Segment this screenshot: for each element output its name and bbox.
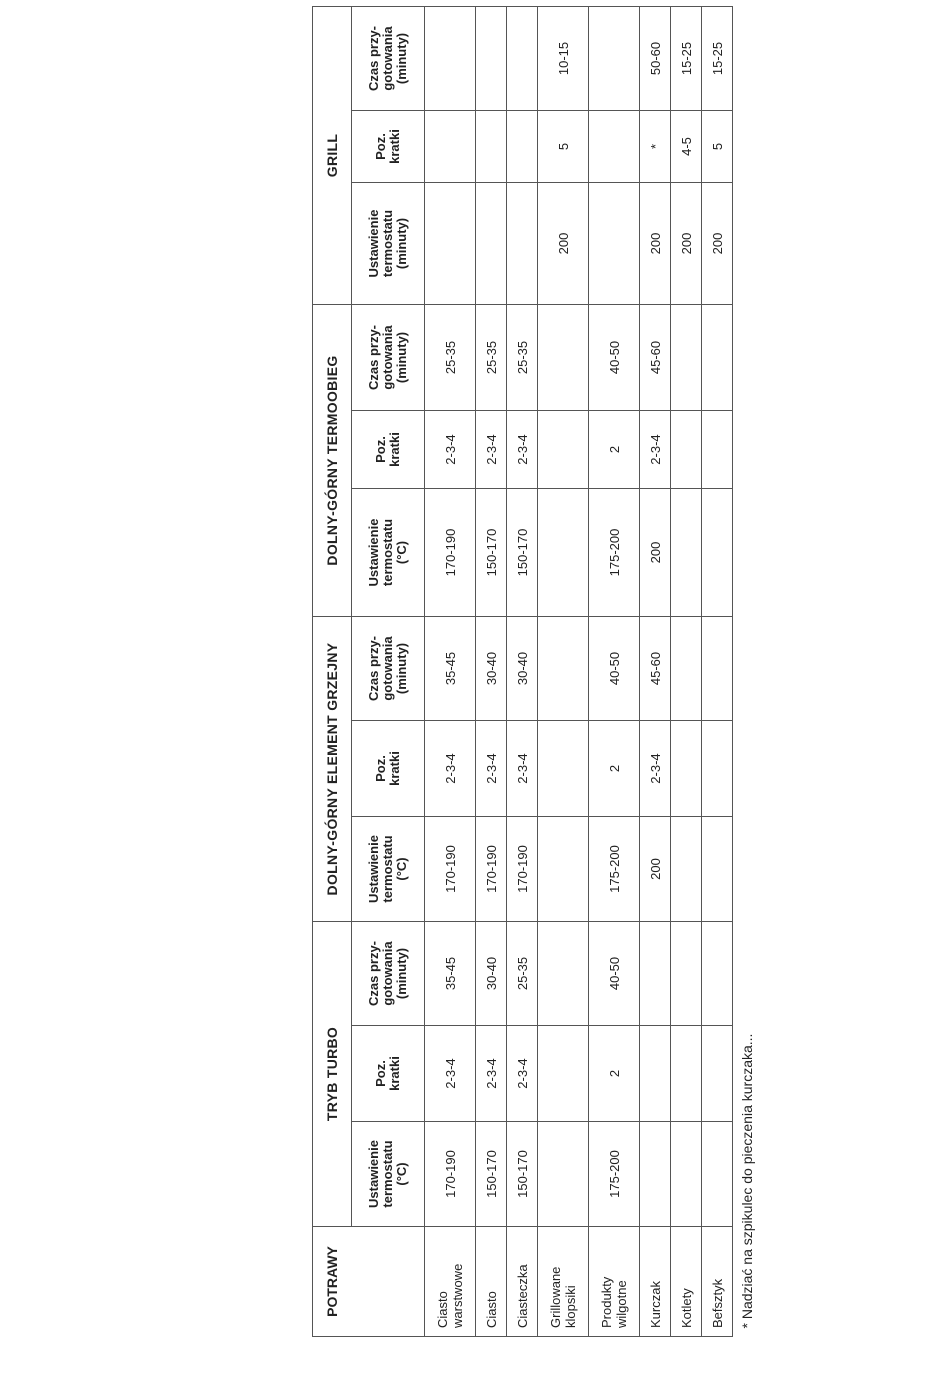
table-cell <box>425 183 476 305</box>
table-row <box>476 7 507 1337</box>
dish-name: Ciasto warstwowe <box>425 1227 476 1337</box>
group-header-termoobieg: DOLNY-GÓRNY TERMOOBIEG <box>313 305 352 617</box>
table-cell: 170-190 <box>425 817 476 922</box>
cooking-table-wrapper <box>312 6 765 1337</box>
cooking-table <box>312 6 765 1337</box>
table-cell: 25-35 <box>425 305 476 411</box>
table-cell <box>671 1026 702 1122</box>
table-cell: * <box>640 111 671 183</box>
subheader-position: Poz. kratki <box>352 1026 425 1122</box>
table-cell: 30-40 <box>476 922 507 1026</box>
table-cell: 2-3-4 <box>507 1026 538 1122</box>
table-cell: 35-45 <box>425 922 476 1026</box>
table-cell: 200 <box>640 183 671 305</box>
table-cell: 2-3-4 <box>425 1026 476 1122</box>
table-cell: 5 <box>702 111 733 183</box>
table-cell: 40-50 <box>589 617 640 721</box>
group-header-grill: GRILL <box>313 7 352 305</box>
dish-name: Befsztyk <box>702 1227 733 1337</box>
table-cell: 170-190 <box>476 817 507 922</box>
table-cell <box>702 1026 733 1122</box>
table-cell <box>507 183 538 305</box>
footnote: * Nadziać na szpikulec do pieczenia kurczaka... <box>733 7 766 1337</box>
table-row <box>538 7 589 1337</box>
table-cell: 50-60 <box>640 7 671 111</box>
table-cell: 200 <box>538 183 589 305</box>
table-cell: 170-190 <box>425 489 476 617</box>
subheader-position: Poz. kratki <box>352 411 425 489</box>
table-cell <box>589 7 640 111</box>
table-cell <box>671 411 702 489</box>
group-header-turbo: TRYB TURBO <box>313 922 352 1227</box>
table-cell: 40-50 <box>589 305 640 411</box>
table-cell <box>640 1122 671 1227</box>
table-cell <box>671 1122 702 1227</box>
table-cell: 2-3-4 <box>507 721 538 817</box>
table-row <box>671 7 702 1337</box>
table-cell <box>671 489 702 617</box>
subheader-temp: Ustawienie termostatu (°C) <box>352 489 425 617</box>
dish-name: Produkty wilgotne <box>589 1227 640 1337</box>
table-cell: 2-3-4 <box>476 1026 507 1122</box>
table-cell: 25-35 <box>507 922 538 1026</box>
table-cell: 30-40 <box>507 617 538 721</box>
table-cell <box>476 7 507 111</box>
table-cell <box>507 7 538 111</box>
table-cell: 175-200 <box>589 817 640 922</box>
table-cell <box>538 721 589 817</box>
table-cell: 25-35 <box>507 305 538 411</box>
table-cell <box>538 489 589 617</box>
table-cell <box>538 1026 589 1122</box>
table-cell: 40-50 <box>589 922 640 1026</box>
table-cell: 35-45 <box>425 617 476 721</box>
table-cell <box>702 721 733 817</box>
table-cell <box>538 1122 589 1227</box>
table-cell: 200 <box>702 183 733 305</box>
dish-name: Kotlety <box>671 1227 702 1337</box>
table-cell: 2-3-4 <box>425 721 476 817</box>
table-cell <box>702 1122 733 1227</box>
table-cell: 5 <box>538 111 589 183</box>
table-cell <box>476 183 507 305</box>
table-cell <box>538 617 589 721</box>
subheader-position: Poz. kratki <box>352 111 425 183</box>
table-cell: 2-3-4 <box>640 721 671 817</box>
table-cell <box>589 111 640 183</box>
table-cell: 15-25 <box>671 7 702 111</box>
subheader-temp: Ustawienie termostatu (°C) <box>352 817 425 922</box>
subheader-temp: Ustawienie termostatu (°C) <box>352 1122 425 1227</box>
table-cell <box>589 183 640 305</box>
table-cell: 45-60 <box>640 617 671 721</box>
table-row <box>640 7 671 1337</box>
table-cell <box>538 305 589 411</box>
table-cell <box>538 922 589 1026</box>
table-row <box>589 7 640 1337</box>
table-cell: 175-200 <box>589 489 640 617</box>
table-cell <box>538 411 589 489</box>
subheader-time: Czas przy- gotowania (minuty) <box>352 305 425 411</box>
table-cell: 4-5 <box>671 111 702 183</box>
table-cell <box>702 617 733 721</box>
dish-name: Ciasteczka <box>507 1227 538 1337</box>
subheader-time: Czas przy- gotowania (minuty) <box>352 922 425 1026</box>
subheader-position: Poz. kratki <box>352 721 425 817</box>
table-cell: 25-35 <box>476 305 507 411</box>
table-cell: 200 <box>671 183 702 305</box>
table-cell: 15-25 <box>702 7 733 111</box>
table-cell <box>425 7 476 111</box>
table-cell <box>425 111 476 183</box>
table-cell: 30-40 <box>476 617 507 721</box>
table-cell <box>671 721 702 817</box>
table-row <box>702 7 733 1337</box>
table-cell <box>671 817 702 922</box>
table-cell: 2 <box>589 721 640 817</box>
table-cell <box>476 111 507 183</box>
table-cell: 175-200 <box>589 1122 640 1227</box>
table-cell <box>640 1026 671 1122</box>
dish-name: Kurczak <box>640 1227 671 1337</box>
table-cell: 170-190 <box>507 817 538 922</box>
dish-name: Grillowane klopsiki <box>538 1227 589 1337</box>
table-cell <box>640 922 671 1026</box>
footnote-row <box>733 7 766 1337</box>
group-header-element: DOLNY-GÓRNY ELEMENT GRZEJNY <box>313 617 352 922</box>
table-cell: 2 <box>589 411 640 489</box>
table-cell: 170-190 <box>425 1122 476 1227</box>
table-cell: 150-170 <box>507 1122 538 1227</box>
table-cell: 150-170 <box>476 489 507 617</box>
table-cell: 2-3-4 <box>476 411 507 489</box>
table-cell <box>702 411 733 489</box>
table-cell: 150-170 <box>507 489 538 617</box>
table-cell: 2-3-4 <box>640 411 671 489</box>
subheader-temp-minutes: Ustawienie termostatu (minuty) <box>352 183 425 305</box>
table-cell <box>702 305 733 411</box>
table-cell: 2 <box>589 1026 640 1122</box>
table-cell: 10-15 <box>538 7 589 111</box>
table-cell <box>702 489 733 617</box>
table-cell <box>671 305 702 411</box>
table-cell <box>702 922 733 1026</box>
table-cell: 2-3-4 <box>476 721 507 817</box>
table-cell: 200 <box>640 489 671 617</box>
table-cell: 45-60 <box>640 305 671 411</box>
table-cell: 200 <box>640 817 671 922</box>
table-cell <box>671 922 702 1026</box>
table-cell <box>507 111 538 183</box>
dish-name: Ciasto <box>476 1227 507 1337</box>
table-row <box>425 7 476 1337</box>
table-cell <box>671 617 702 721</box>
subheader-time: Czas przy- gotowania (minuty) <box>352 7 425 111</box>
table-cell <box>538 817 589 922</box>
table-cell: 2-3-4 <box>425 411 476 489</box>
table-cell <box>702 817 733 922</box>
table-cell: 2-3-4 <box>507 411 538 489</box>
table-cell: 150-170 <box>476 1122 507 1227</box>
table-row <box>507 7 538 1337</box>
header-potrawy: POTRAWY <box>313 1227 425 1337</box>
subheader-time: Czas przy- gotowania (minuty) <box>352 617 425 721</box>
